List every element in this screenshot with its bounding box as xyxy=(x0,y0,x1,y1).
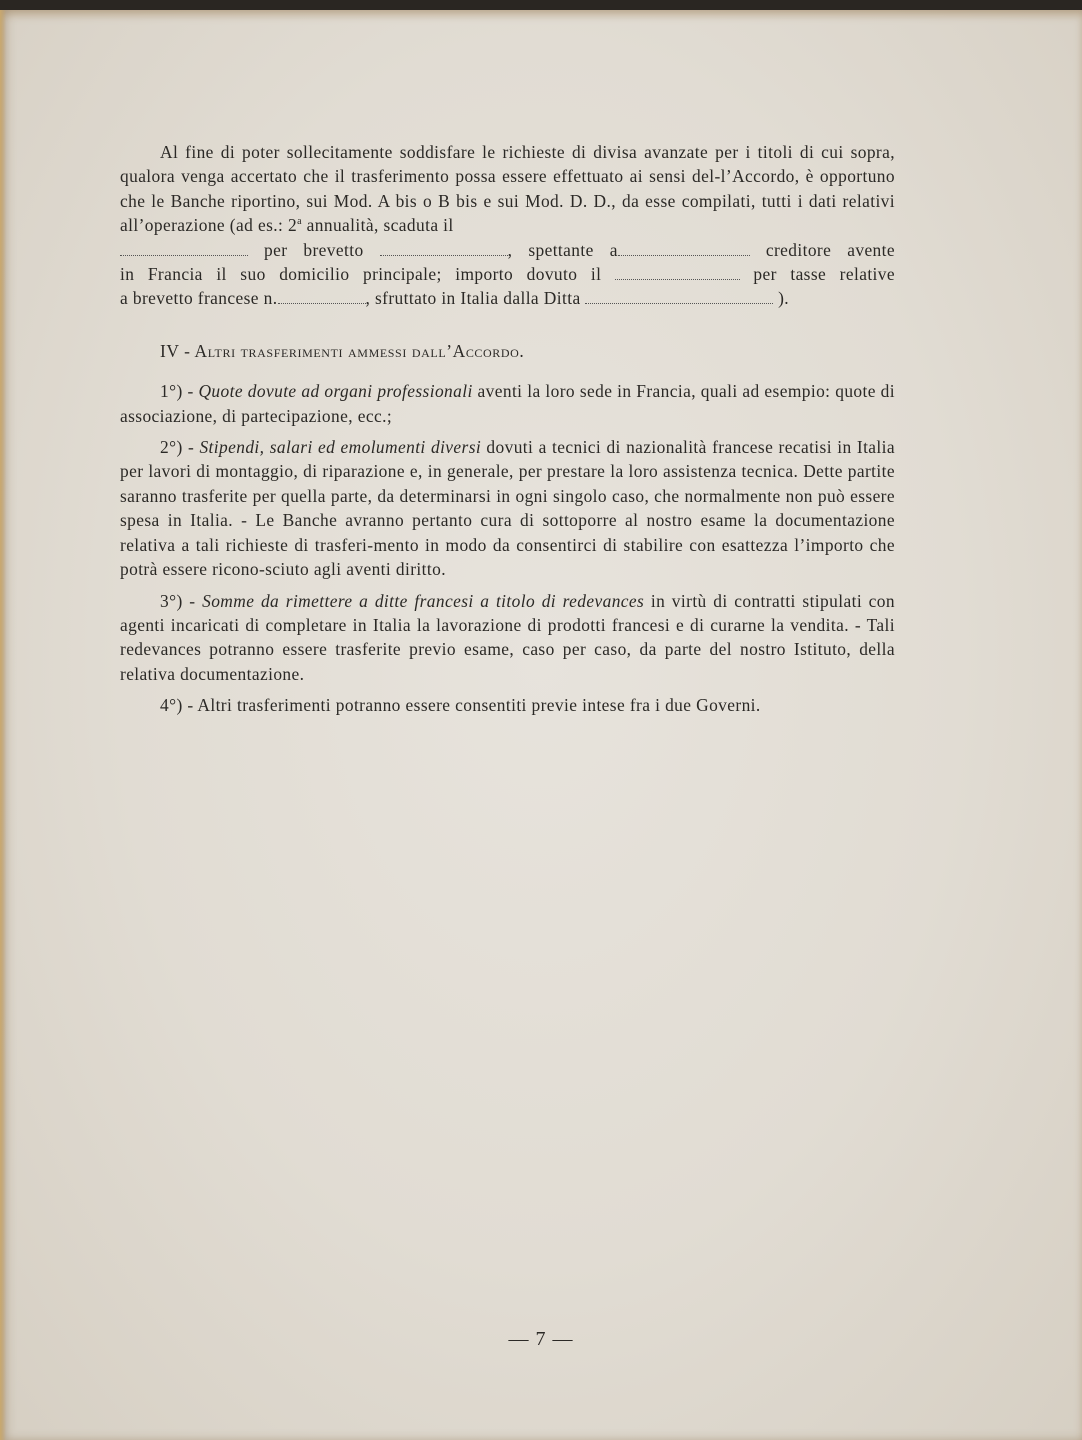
form-label: per brevetto xyxy=(264,239,364,260)
form-label: , sfruttato in Italia dalla Ditta xyxy=(365,288,581,309)
intro-paragraph xyxy=(120,140,895,238)
item-text: dovuti a tecnici di nazionalità francese recatisi in Italia per lavori di montaggio, di riparazione e, in generale, per prestare la loro assistenza tecnica. Dette partite saranno trasferite per quella parte, da determinarsi in ogni singolo caso, che normalmente non può essere spesa in Italia. - Le Banche avranno pertanto cura di sottoporre al nostro esame la documentazione relativa a tali richieste di trasferi-mento in modo da consentirci di stabilire con esattezza l’importo che potrà essere ricono-sciuto agli aventi diritto. xyxy=(120,437,895,580)
blank-field xyxy=(120,242,248,256)
form-label: creditore avente xyxy=(765,239,896,260)
blank-field xyxy=(618,242,750,256)
item-text: aventi la loro sede in Francia, quali ad esempio: quote di associazione, di partecipazione, ecc.; xyxy=(120,381,895,426)
list-item-2 xyxy=(120,435,895,581)
item-text: in virtù di contratti stipulati con agenti incaricati di completare in Italia la lavorazione di prodotti francesi e di curarne la vendita. - Tali redevances potranno essere trasferite previo esame, caso per caso, da parte del nostro Istituto, della relativa documentazione. xyxy=(120,590,895,684)
list-item-3 xyxy=(120,589,895,687)
section-heading: IV - Altri trasferimenti ammessi dall’Accordo. xyxy=(160,340,525,361)
form-label: ). xyxy=(778,288,790,309)
item-number: 3°) - xyxy=(160,590,203,611)
list-item-1 xyxy=(120,379,895,428)
item-title: Stipendi, salari ed emolumenti diversi xyxy=(199,437,482,458)
blank-field xyxy=(278,290,366,304)
item-title: Somme da rimettere a ditte francesi a titolo di redevances xyxy=(202,590,645,611)
form-label: per tasse relative xyxy=(753,264,896,285)
list-item-4 xyxy=(120,693,895,717)
ordinal-superscript: a xyxy=(297,216,302,228)
form-line-3 xyxy=(120,286,895,310)
item-number: 2°) - xyxy=(160,437,200,458)
form-label: in Francia il suo domicilio principale; importo dovuto il xyxy=(120,264,602,285)
item-title: Quote dovute ad organi professionali xyxy=(198,381,473,402)
blank-field xyxy=(585,290,773,304)
item-text: Altri trasferimenti potranno essere consentiti previe intese fra i due Governi. xyxy=(197,695,761,716)
blank-field xyxy=(615,266,740,280)
page-edge xyxy=(0,10,6,1440)
blank-field xyxy=(380,242,508,256)
form-line-2 xyxy=(120,262,895,286)
page-number: — 7 — xyxy=(508,1328,574,1350)
page-body xyxy=(120,140,895,718)
intro-text: Al fine di poter sollecitamente soddisfare le richieste di divisa avanzate per i titoli di cui sopra, qualora venga accertato che il trasferimento possa essere effettuato ai sensi del-l’Accordo, è opportuno che le Banche riportino, sui Mod. A bis o B bis e sui Mod. D. D., da esse compilati, tutti i dati relativi all’operazione (ad es.: 2 xyxy=(120,142,895,236)
form-label: , spettante a xyxy=(507,239,618,260)
item-number: 1°) - xyxy=(160,381,199,402)
intro-text-b: annualità, scaduta il xyxy=(301,215,454,236)
form-line-1 xyxy=(120,238,895,262)
form-label: a brevetto francese n. xyxy=(120,288,278,309)
item-number: 4°) - xyxy=(160,695,198,716)
